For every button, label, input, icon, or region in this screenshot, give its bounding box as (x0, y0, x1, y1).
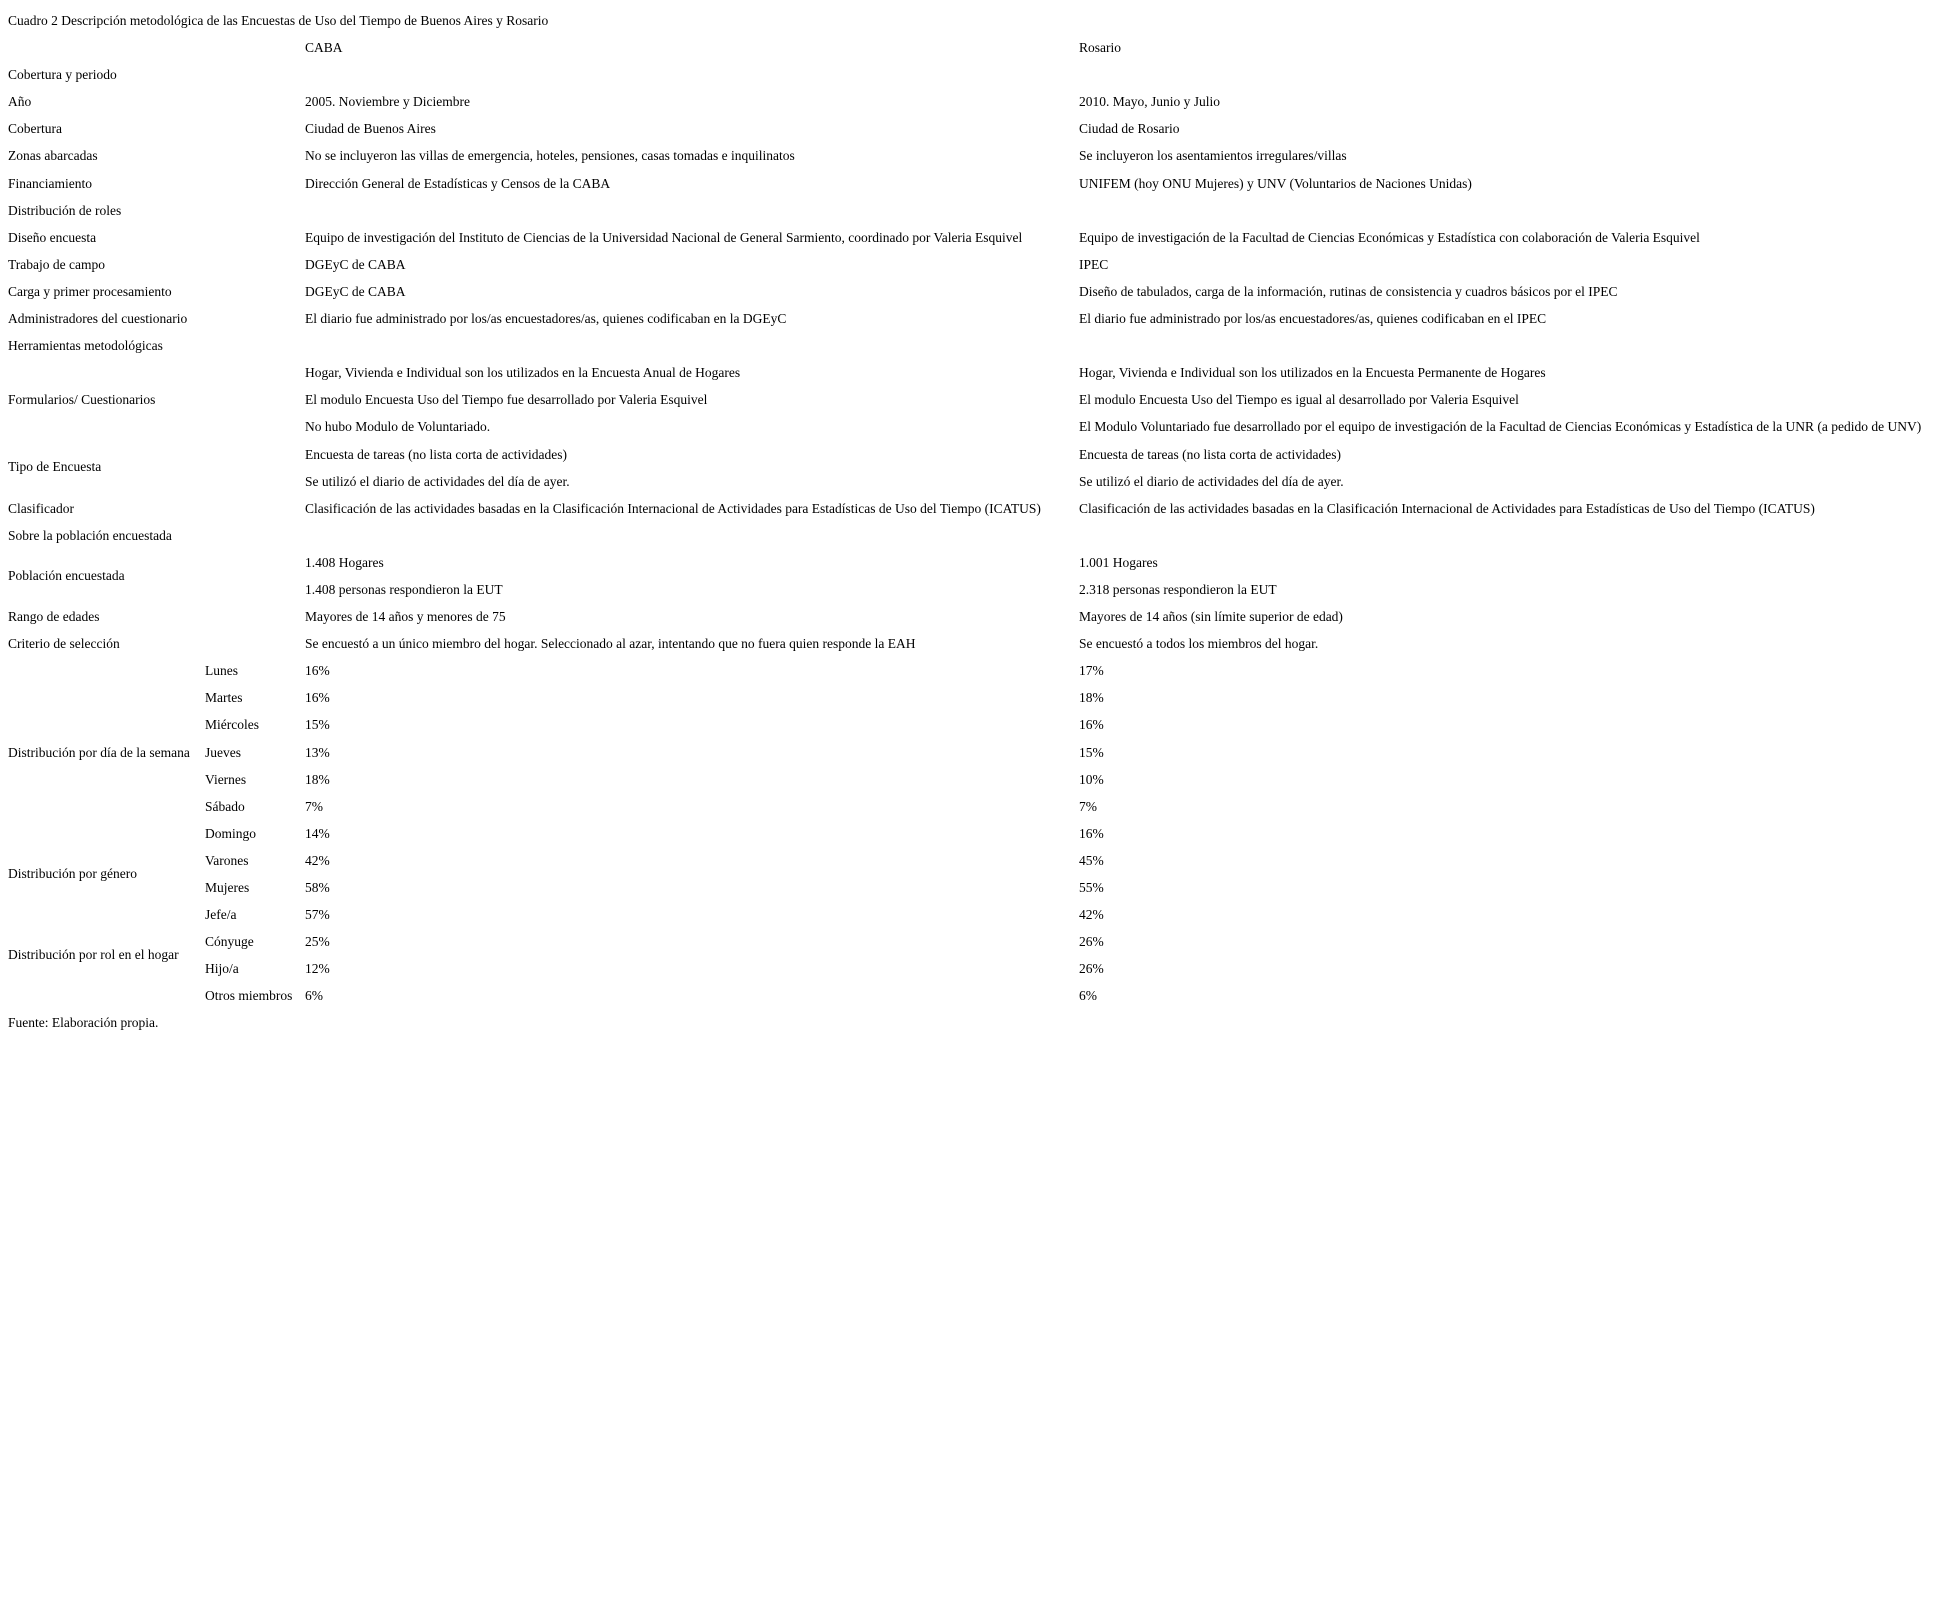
rosario-value: 17% (1079, 663, 1104, 679)
caba-value: Clasificación de las actividades basadas en la Clasificación Internacional de Actividades para Estadísticas de Uso del Tiempo (ICATUS) (305, 500, 1041, 516)
rosario-value: 2010. Mayo, Junio y Julio (1079, 94, 1221, 110)
table-row (8, 521, 1948, 548)
row-label: Administradores del cuestionario (8, 311, 188, 327)
caba-value: DGEyC de CABA (305, 283, 406, 299)
row-sublabel: Cónyuge (205, 934, 254, 950)
table-row (8, 494, 1948, 521)
row-sublabel: Jueves (205, 744, 241, 760)
table-row (8, 629, 1948, 656)
table-row (8, 954, 1948, 981)
rosario-value: Ciudad de Rosario (1079, 121, 1180, 137)
header-row (8, 33, 1948, 60)
table-row (8, 602, 1948, 629)
table-row (8, 412, 1948, 439)
row-label: Cobertura y periodo (8, 67, 117, 83)
rosario-value: Se utilizó el diario de actividades del día de ayer. (1079, 473, 1344, 489)
caba-value: 1.408 Hogares (305, 554, 384, 570)
caba-value: 1.408 personas respondieron la EUT (305, 581, 503, 597)
caba-value: 6% (305, 988, 323, 1004)
rosario-value: IPEC (1079, 256, 1109, 272)
caba-value: 42% (305, 852, 330, 868)
rosario-value: 16% (1079, 717, 1104, 733)
table-row (8, 738, 1948, 765)
table-row (8, 304, 1948, 331)
column-header-rosario: Rosario (1079, 40, 1121, 56)
rosario-value: 55% (1079, 880, 1104, 895)
row-label: Clasificador (8, 500, 74, 516)
row-sublabel: Lunes (205, 663, 238, 679)
rosario-value: 10% (1079, 771, 1104, 787)
footer-row (8, 1008, 1948, 1035)
row-sublabel: Jefe/a (205, 907, 237, 923)
table-row (8, 710, 1948, 737)
merged-row-label: Distribución por rol en el hogar (8, 946, 179, 962)
caba-value: Se encuestó a un único miembro del hogar. Seleccionado al azar, intentando que no fuera quien responde la EAH (305, 636, 916, 652)
spreadsheet-page (8, 6, 1948, 1036)
table-row (8, 250, 1948, 277)
rosario-value: 26% (1079, 961, 1104, 977)
table-row (8, 223, 1948, 250)
row-label: Distribución de roles (8, 202, 122, 218)
table-row (8, 440, 1948, 467)
table-row (8, 981, 1948, 1008)
row-sublabel: Sábado (205, 798, 245, 814)
caba-value: Dirección General de Estadísticas y Censos de la CABA (305, 175, 611, 191)
row-label: Diseño encuesta (8, 229, 97, 245)
column-header-caba: CABA (305, 40, 343, 56)
table-row (8, 656, 1948, 683)
table-row (8, 900, 1948, 927)
rosario-value: 16% (1079, 825, 1104, 841)
rosario-value: Hogar, Vivienda e Individual son los utilizados en la Encuesta Permanente de Hogares (1079, 365, 1546, 381)
rosario-value: Equipo de investigación de la Facultad de Ciencias Económicas y Estadística con colaboración de Valeria Esquivel (1079, 229, 1700, 245)
caba-value: 15% (305, 717, 330, 733)
row-label: Formularios/ Cuestionarios (8, 392, 156, 408)
table-row (8, 141, 1948, 168)
table-row (8, 873, 1948, 900)
title-row (8, 6, 1948, 33)
caba-value: Hogar, Vivienda e Individual son los utilizados en la Encuesta Anual de Hogares (305, 365, 741, 381)
rosario-value: UNIFEM (hoy ONU Mujeres) y UNV (Voluntarios de Naciones Unidas) (1079, 175, 1472, 191)
rosario-value: Se encuestó a todos los miembros del hogar. (1079, 636, 1319, 652)
table-row (8, 87, 1948, 114)
caba-value: 2005. Noviembre y Diciembre (305, 94, 470, 110)
caba-value: Equipo de investigación del Instituto de Ciencias de la Universidad Nacional de General Sarmiento, coordinado por Valeria Esquivel (305, 229, 1023, 245)
row-sublabel: Viernes (205, 771, 247, 787)
row-label: Año (8, 94, 32, 110)
rosario-value: 26% (1079, 934, 1104, 950)
rosario-value: El modulo Encuesta Uso del Tiempo es igual al desarrollado por Valeria Esquivel (1079, 392, 1519, 408)
caba-value: El diario fue administrado por los/as encuestadores/as, quienes codificaban en la DGEyC (305, 311, 787, 327)
row-sublabel: Mujeres (205, 880, 250, 895)
caba-value: 18% (305, 771, 330, 787)
caba-value: 25% (305, 934, 330, 950)
row-label: Distribución por día de la semana (8, 744, 190, 760)
caba-value: 58% (305, 880, 330, 895)
table-row (8, 467, 1948, 494)
row-label: Zonas abarcadas (8, 148, 98, 164)
row-sublabel: Domingo (205, 825, 257, 841)
source-note: Fuente: Elaboración propia. (8, 1015, 159, 1031)
row-label: Cobertura (8, 121, 62, 137)
table-row (8, 196, 1948, 223)
table-row (8, 169, 1948, 196)
row-sublabel: Miércoles (205, 717, 259, 733)
caba-value: 14% (305, 825, 330, 841)
table-row (8, 277, 1948, 304)
rosario-value: 18% (1079, 690, 1104, 706)
rosario-value: 6% (1079, 988, 1097, 1004)
rosario-value: 1.001 Hogares (1079, 554, 1158, 570)
merged-row-label: Distribución por género (8, 865, 137, 881)
table-row (8, 114, 1948, 141)
caba-value: 57% (305, 907, 330, 923)
table-row (8, 385, 1948, 412)
row-label: Rango de edades (8, 609, 100, 625)
table-row (8, 846, 1948, 873)
table-row (8, 792, 1948, 819)
caba-value: DGEyC de CABA (305, 256, 406, 272)
caba-value: El modulo Encuesta Uso del Tiempo fue desarrollado por Valeria Esquivel (305, 392, 708, 408)
table-row (8, 358, 1948, 385)
rosario-value: 15% (1079, 744, 1104, 760)
row-label: Herramientas metodológicas (8, 338, 163, 354)
row-label: Sobre la población encuestada (8, 527, 172, 543)
caba-value: Se utilizó el diario de actividades del día de ayer. (305, 473, 570, 489)
rosario-value: 45% (1079, 852, 1104, 868)
row-label: Financiamiento (8, 175, 92, 191)
row-sublabel: Hijo/a (205, 961, 239, 977)
rosario-value: 42% (1079, 907, 1104, 923)
rosario-value: El diario fue administrado por los/as encuestadores/as, quienes codificaban en el IPEC (1079, 311, 1547, 327)
row-label: Criterio de selección (8, 636, 120, 652)
rosario-value: Se incluyeron los asentamientos irregulares/villas (1079, 148, 1347, 164)
rosario-value: Diseño de tabulados, carga de la información, rutinas de consistencia y cuadros básicos por el IPEC (1079, 283, 1618, 299)
merged-row-label: Tipo de Encuesta (8, 459, 102, 475)
table-row (8, 60, 1948, 87)
caba-value: Encuesta de tareas (no lista corta de actividades) (305, 446, 568, 462)
caba-value: 16% (305, 690, 330, 706)
caba-value: No hubo Modulo de Voluntariado. (305, 419, 491, 435)
table-row (8, 927, 1948, 954)
rosario-value: 2.318 personas respondieron la EUT (1079, 581, 1277, 597)
caba-value: 16% (305, 663, 330, 679)
merged-row-label: Población encuestada (8, 567, 125, 583)
row-sublabel: Varones (205, 852, 249, 868)
rosario-value: Mayores de 14 años (sin límite superior de edad) (1079, 609, 1343, 625)
row-label: Carga y primer procesamiento (8, 283, 172, 299)
rosario-value: 7% (1079, 798, 1097, 814)
caba-value: No se incluyeron las villas de emergencia, hoteles, pensiones, casas tomadas e inquilinatos (305, 148, 795, 164)
table-body (8, 60, 1948, 1008)
rosario-value: Encuesta de tareas (no lista corta de actividades) (1079, 446, 1342, 462)
caba-value: 12% (305, 961, 330, 977)
row-label: Trabajo de campo (8, 256, 105, 272)
table-row (8, 819, 1948, 846)
table-row (8, 765, 1948, 792)
caba-value: 13% (305, 744, 330, 760)
row-sublabel: Martes (205, 690, 243, 706)
caba-value: 7% (305, 798, 323, 814)
table-row (8, 683, 1948, 710)
rosario-value: El Modulo Voluntariado fue desarrollado por el equipo de investigación de la Facultad de Ciencias Económicas y Estadística de la UNR (a pedido de UNV) (1079, 419, 1922, 435)
table-row (8, 331, 1948, 358)
row-sublabel: Otros miembros (205, 988, 293, 1004)
caba-value: Ciudad de Buenos Aires (305, 121, 436, 137)
rosario-value: Clasificación de las actividades basadas en la Clasificación Internacional de Actividades para Estadísticas de Uso del Tiempo (ICATUS) (1079, 500, 1815, 516)
table-row (8, 575, 1948, 602)
table-row (8, 548, 1948, 575)
table-title: Cuadro 2 Descripción metodológica de las Encuestas de Uso del Tiempo de Buenos Aires y Rosario (8, 13, 549, 28)
caba-value: Mayores de 14 años y menores de 75 (305, 609, 506, 625)
